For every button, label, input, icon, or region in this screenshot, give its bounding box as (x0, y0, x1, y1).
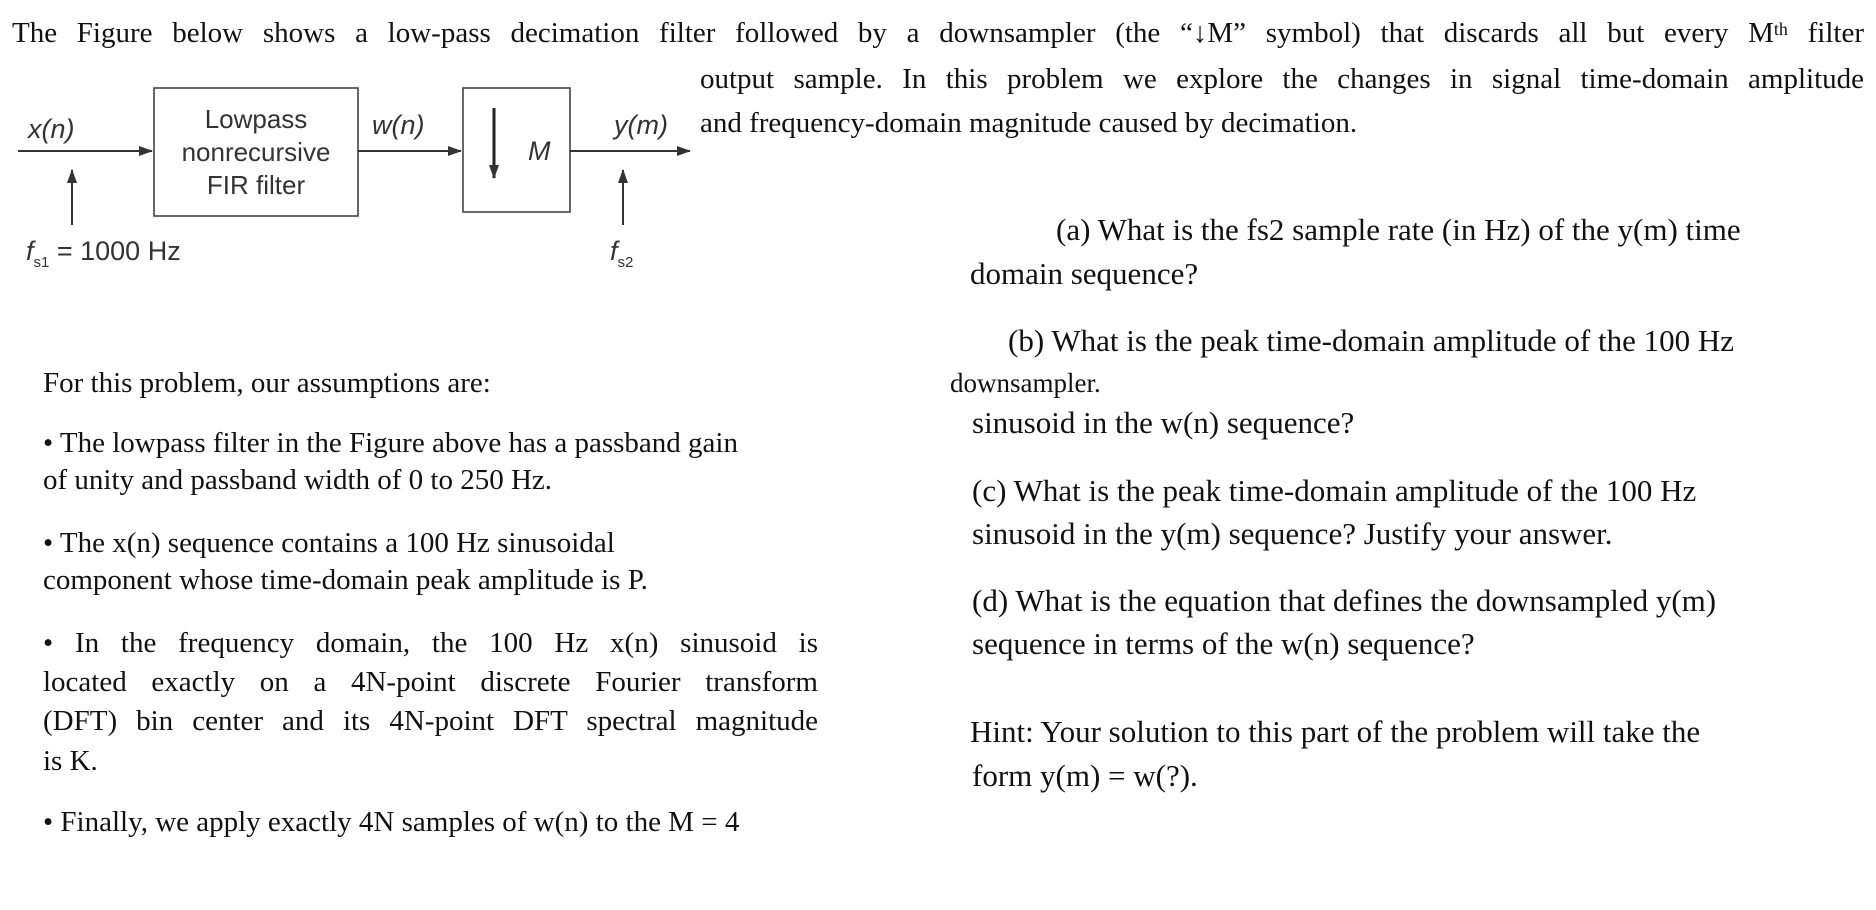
bullet-1-line-2: of unity and passband width of 0 to 250 Hz. (43, 464, 553, 496)
output-label: y(m) (614, 110, 668, 140)
question-a-line-1: (a) What is the fs2 sample rate (in Hz) of the y(m) time (1056, 212, 1741, 247)
question-b-line-1: (b) What is the peak time-domain amplitude of the 100 Hz (1008, 323, 1735, 358)
bullet-2-line-2: component whose time-domain peak amplitude is P. (43, 564, 648, 596)
question-c-line-2: sinusoid in the y(m) sequence? Justify your answer. (972, 516, 1613, 551)
fs2-label: $f_{s2}$ (610, 236, 634, 271)
question-d-line-2: sequence in terms of the w(n) sequence? (972, 626, 1475, 661)
question-b-line-2: sinusoid in the w(n) sequence? (972, 405, 1355, 440)
question-c-line-1: (c) What is the peak time-domain amplitude of the 100 Hz (972, 473, 1697, 508)
bullet-3-line-2: located exactly on a 4N-point discrete Fourier transform (43, 666, 818, 698)
intro-line-3: and frequency-domain magnitude caused by decimation. (700, 107, 1358, 139)
bullet-2-line-1: • The x(n) sequence contains a 100 Hz sinusoidal (43, 527, 615, 559)
question-d-line-1: (d) What is the equation that defines the downsampled y(m) (972, 583, 1717, 618)
filter-label-3: FIR filter (206, 170, 306, 200)
mid-label: w(n) (372, 110, 425, 140)
bullet-3-line-1: • In the frequency domain, the 100 Hz x(n) sinusoid is (43, 627, 818, 659)
hint-line-1: Hint: Your solution to this part of the problem will take the (970, 714, 1701, 749)
fs1-label: $f_{s1} = 1000$ Hz (26, 236, 181, 271)
bullet-3-line-4: is K. (43, 745, 98, 777)
bullet-4-line-1: • Finally, we apply exactly 4N samples of w(n) to the M = 4 (43, 806, 740, 838)
filter-label-1: Lowpass (204, 104, 308, 134)
assumptions-heading: For this problem, our assumptions are: (43, 367, 491, 399)
downsampler-block (463, 88, 570, 212)
hint-line-2: form y(m) = w(?). (972, 758, 1198, 793)
bullet-1-line-1: • The lowpass filter in the Figure above has a passband gain (43, 427, 738, 459)
factor-label: M (528, 136, 551, 166)
question-a-line-2: domain sequence? (970, 256, 1199, 291)
intro-line-1: The Figure below shows a low-pass decimation filter followed by a downsampler (the “↓M” symbol) that discards all but every Mth filter (12, 17, 1865, 49)
input-label: x(n) (28, 114, 75, 144)
bullet-3-line-3: (DFT) bin center and its 4N-point DFT spectral magnitude (43, 705, 818, 737)
decimation-block-diagram (0, 70, 720, 290)
intro-line-2: output sample. In this problem we explore the changes in signal time-domain amplitude (700, 63, 1864, 95)
question-b-extra: downsampler. (950, 368, 1101, 398)
filter-label-2: nonrecursive (181, 137, 331, 167)
